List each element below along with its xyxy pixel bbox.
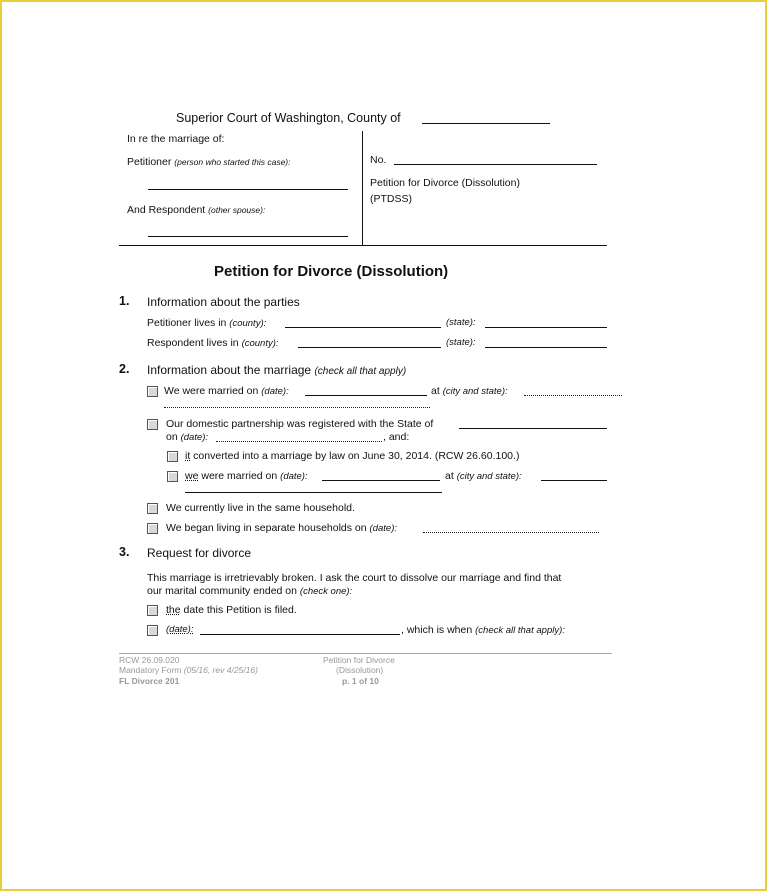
petitioner-name-field[interactable] bbox=[148, 189, 348, 190]
dp-state-field[interactable] bbox=[459, 428, 607, 429]
broken-paragraph-line2: our marital community ended on (check one): bbox=[147, 585, 353, 597]
dp-date-label: on (date): bbox=[166, 431, 209, 443]
petitioner-lives-label: Petitioner lives in (county): bbox=[147, 317, 267, 329]
section3-number: 3. bbox=[119, 545, 130, 559]
petition-filed-checkbox[interactable] bbox=[147, 605, 158, 616]
separation-date-field[interactable] bbox=[423, 532, 599, 533]
separate-households-checkbox[interactable] bbox=[147, 523, 158, 534]
were-married-label: we were married on (date): bbox=[185, 470, 308, 482]
respondent-lives-label: Respondent lives in (county): bbox=[147, 337, 279, 349]
same-household-checkbox[interactable] bbox=[147, 503, 158, 514]
petition-filed-label: the date this Petition is filed. bbox=[166, 604, 297, 616]
respondent-label: And Respondent (other spouse): bbox=[127, 204, 266, 216]
court-title: Superior Court of Washington, County of bbox=[176, 111, 401, 125]
petitioner-county-field[interactable] bbox=[285, 327, 441, 328]
section2-title: Information about the marriage (check all that apply) bbox=[147, 363, 407, 377]
section2-number: 2. bbox=[119, 362, 130, 376]
married-on-label: We were married on (date): bbox=[164, 385, 289, 397]
case-no-label: No. bbox=[370, 154, 387, 166]
converted-marriage-place-label: at (city and state): bbox=[445, 470, 522, 482]
caption-bottom-rule bbox=[119, 245, 607, 246]
dp-and-label: , and: bbox=[383, 431, 410, 443]
marriage-place-label: at (city and state): bbox=[431, 385, 508, 397]
converted-marriage-place-field-cont[interactable] bbox=[185, 492, 442, 493]
same-household-label: We currently live in the same household. bbox=[166, 502, 355, 514]
separate-households-label: We began living in separate households on (date): bbox=[166, 522, 398, 534]
married-checkbox[interactable] bbox=[147, 386, 158, 397]
case-type-line2: (PTDSS) bbox=[370, 193, 412, 205]
were-married-checkbox[interactable] bbox=[167, 471, 178, 482]
domestic-partnership-checkbox[interactable] bbox=[147, 419, 158, 430]
footer-center-title: Petition for Divorce bbox=[323, 655, 395, 665]
footer-rule bbox=[119, 653, 612, 654]
respondent-state-label: (state): bbox=[446, 337, 476, 348]
domestic-partnership-label: Our domestic partnership was registered with the State of bbox=[166, 418, 434, 430]
community-end-date-field[interactable] bbox=[200, 634, 400, 635]
converted-marriage-date-field[interactable] bbox=[322, 480, 440, 481]
converted-label: it converted into a marriage by law on June 30, 2014. (RCW 26.60.100.) bbox=[185, 450, 520, 462]
case-no-field[interactable] bbox=[394, 164, 597, 165]
petitioner-label: Petitioner (person who started this case): bbox=[127, 156, 291, 168]
marriage-place-field-cont[interactable] bbox=[164, 407, 430, 408]
marriage-place-field[interactable] bbox=[524, 395, 622, 396]
section3-title: Request for divorce bbox=[147, 546, 252, 560]
petitioner-state-field[interactable] bbox=[485, 327, 607, 328]
end-date-checkbox[interactable] bbox=[147, 625, 158, 636]
footer-rcw: RCW 26.09.020 bbox=[119, 655, 180, 665]
caption-divider bbox=[362, 131, 363, 246]
case-type-line1: Petition for Divorce (Dissolution) bbox=[370, 177, 520, 189]
county-field[interactable] bbox=[422, 123, 550, 124]
respondent-state-field[interactable] bbox=[485, 347, 607, 348]
footer-page-number: p. 1 of 10 bbox=[342, 676, 379, 686]
footer-center-subtitle: (Dissolution) bbox=[336, 665, 384, 675]
section1-number: 1. bbox=[119, 294, 130, 308]
respondent-name-field[interactable] bbox=[148, 236, 348, 237]
section1-title: Information about the parties bbox=[147, 295, 300, 309]
dp-date-field[interactable] bbox=[216, 441, 382, 442]
which-is-when-label: , which is when (check all that apply): bbox=[401, 624, 565, 636]
respondent-county-field[interactable] bbox=[298, 347, 441, 348]
in-re-label: In re the marriage of: bbox=[127, 133, 225, 145]
marriage-date-field[interactable] bbox=[305, 395, 427, 396]
document-title: Petition for Divorce (Dissolution) bbox=[214, 263, 449, 280]
end-date-label: (date): bbox=[166, 624, 194, 635]
footer-form-id: FL Divorce 201 bbox=[119, 676, 180, 686]
petitioner-state-label: (state): bbox=[446, 317, 476, 328]
broken-paragraph-line1: This marriage is irretrievably broken. I ask the court to dissolve our marriage and find that bbox=[147, 572, 562, 584]
converted-marriage-place-field[interactable] bbox=[541, 480, 607, 481]
footer-mandatory: Mandatory Form (05/16, rev 4/25/16) bbox=[119, 665, 258, 675]
converted-checkbox[interactable] bbox=[167, 451, 178, 462]
